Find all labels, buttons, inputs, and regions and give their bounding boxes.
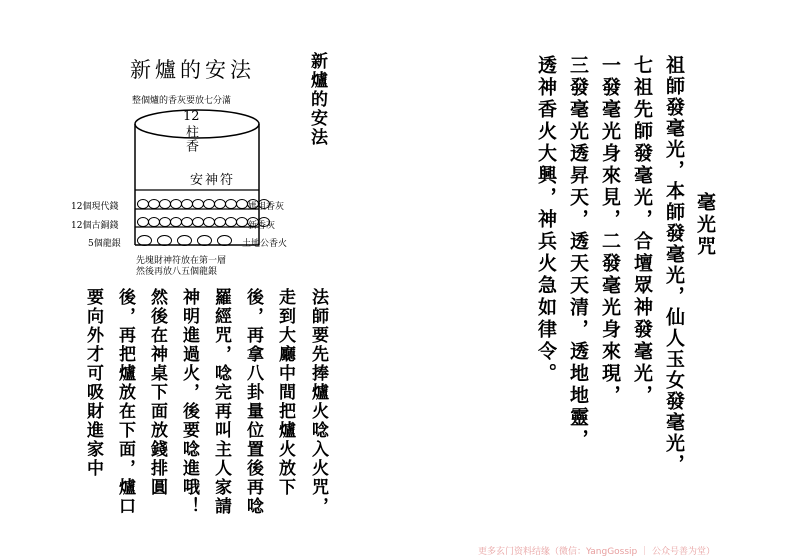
mantra-column-2: 七祖先師發毫光，合壇眾神發毫光， <box>631 55 653 407</box>
bronze-coins-row <box>137 217 270 227</box>
diagram-bottom-note-1: 先塊財神符放在第一層 <box>136 256 227 266</box>
incense-label: 柱香 <box>183 125 198 153</box>
incense-number: 12 <box>183 109 200 124</box>
row-3-right-label: 土地公香火 <box>242 239 288 249</box>
dragon-silver-coins-row <box>137 235 232 246</box>
mantra-column-4: 三發毫光透昇天，透天天清，透地地靈， <box>567 55 589 451</box>
diagram-bottom-note-2: 然後再放八五個龍銀 <box>136 267 218 277</box>
procedure-column-8: 要向外才可吸財進家中 <box>83 288 103 478</box>
row-2-right-label: 新香灰 <box>248 221 276 231</box>
row-3-left-label: 5個龍銀 <box>88 239 121 249</box>
mantra-title: 毫光咒 <box>694 192 716 258</box>
row-2-left-label: 12個古銅錢 <box>71 221 119 231</box>
procedure-column-7: 後，再把爐放在下面，爐口 <box>115 288 135 516</box>
mantra-column-3: 一發毫光身來見，二發毫光身來現， <box>599 55 621 407</box>
procedure-column-2: 走到大廳中間把爐火放下 <box>275 288 295 497</box>
footer-watermark: 更多玄门资料结缘（微信：YangGossip ｜ 公众号善为堂） <box>478 547 715 557</box>
procedure-column-3: 後，再拿八卦量位置後再唸 <box>243 288 263 516</box>
diagram-top-note: 整個爐的香灰要放七分滿 <box>132 96 232 106</box>
procedure-column-4: 羅經咒，唸完再叫主人家請 <box>211 288 231 516</box>
mantra-column-5: 透神香火大興，神兵火急如律令。 <box>535 55 557 385</box>
procedure-column-6: 然後在神桌下面放錢排圓 <box>147 288 167 497</box>
diagram-title: 新爐的安法 <box>130 58 255 82</box>
procedure-column-1: 法師要先捧爐火唸入火咒， <box>308 288 328 516</box>
row-1-left-label: 12個現代錢 <box>71 202 119 212</box>
row-1-right-label: 媽祖香灰 <box>248 202 285 212</box>
procedure-column-5: 神明進過火，後要唸進哦！ <box>179 288 199 516</box>
talisman-label: 安神符 <box>190 173 236 188</box>
section-title-vertical: 新爐的安法 <box>307 52 327 147</box>
mantra-column-1: 祖師發毫光，本師發毫光，仙人玉女發毫光， <box>663 55 685 475</box>
modern-coins-row <box>137 199 270 209</box>
